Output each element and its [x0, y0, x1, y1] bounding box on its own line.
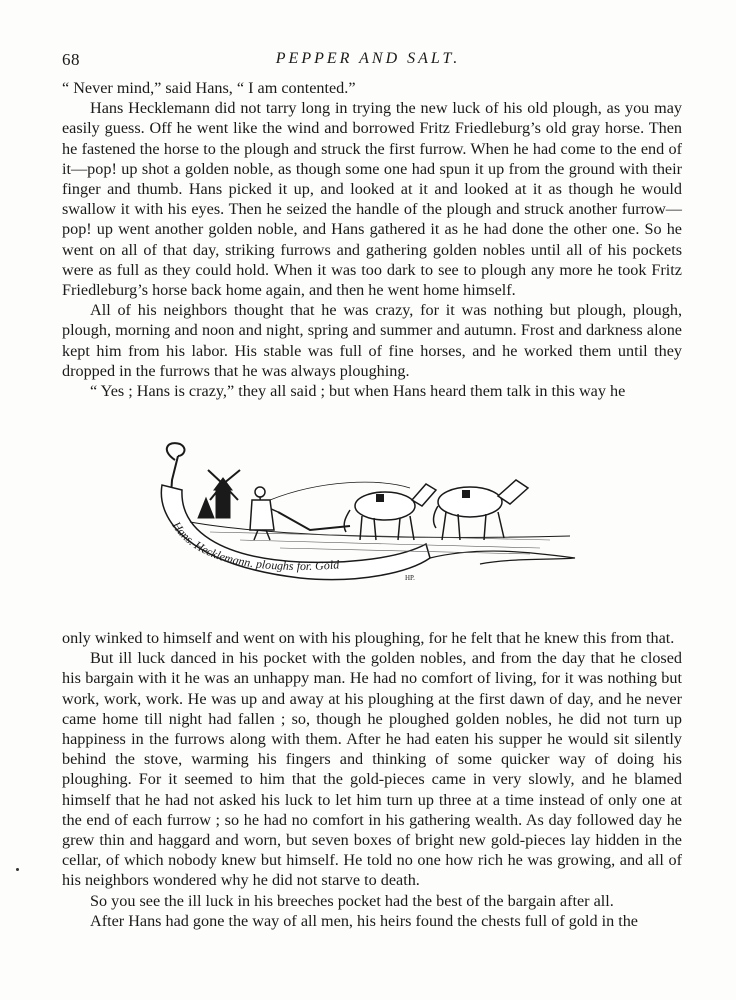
running-head: PEPPER AND SALT.: [275, 50, 461, 67]
ploughing-illustration: [150, 440, 600, 590]
artist-monogram: HP.: [405, 574, 415, 582]
paragraph: “ Yes ; Hans is crazy,” they all said ; but when Hans heard them talk in this way he: [90, 382, 626, 401]
paragraph: Hans Hecklemann did not tarry long in trying the new luck of his old plough, as you may easily guess. Off he went like the wind and borrowed Fritz Friedleburg’s old gray horse. Then he fastened the horse to the plough and struck the first furrow. When he had come to the end of it—pop! up shot a golden noble, as though some one had spun it up from the ground with their finger and thumb. Hans picked it up, and looked at it and looked at it as though he would swallow it with his eyes. Then he seized the handle of the plough and struck another furrow—pop! up went another golden noble, and Hans gathered it as he had done the other one. So he went on all of that day, striking furrows and gathering golden nobles until all of his pockets were as full as they could hold. When it was too dark to see to plough any more he took Fritz Friedleburg’s horse back home again, and then he went home himself.: [62, 99, 682, 300]
text-block-bottom: [62, 628, 682, 931]
text-block-top: [62, 78, 682, 401]
paragraph: So you see the ill luck in his breeches pocket had the best of the bargain after all.: [90, 891, 614, 910]
paragraph: All of his neighbors thought that he was crazy, for it was nothing but plough, plough, plough, morning and noon and night, spring and summer and autumn. Frost and darkness alone kept him from his labor. His stable was full of fine horses, and he worked them until they dropped in the furrows that he was always ploughing.: [62, 301, 682, 380]
paragraph: only winked to himself and went on with his ploughing, for he felt that he knew this from that.: [62, 629, 675, 647]
paragraph: But ill luck danced in his pocket with the golden nobles, and from the day that he closed his bargain with it he was an unhappy man. He had no comfort of living, for it was nothing but work, work, work. He was up and away at his ploughing at the first dawn of day, and he never came home till night had fallen ; so, though he ploughed golden nobles, he did not turn up happiness in the furrows along with them. After he had eaten his supper he would sit silently behind the stove, warming his fingers and thinking of some quicker way of doing his ploughing. For it seemed to him that the gold-pieces came in very slowly, and he blamed himself that he had not asked his luck to let him turn up three at a time instead of only one at the end of each furrow ; so he had no comfort in his gathering wealth. As day followed day he grew thin and haggard and worn, but seven boxes of bright new gold-pieces lay hidden in the cellar, of which nobody knew but himself. He told no one how rich he was growing, and all of his neighbors wondered why he did not starve to death.: [62, 649, 682, 890]
banner-caption: Hans. Hecklemann. ploughs for. Gold: [169, 518, 340, 574]
paragraph: After Hans had gone the way of all men, his heirs found the chests full of gold in the: [90, 911, 638, 930]
ink-speck: [16, 868, 19, 871]
paragraph: “ Never mind,” said Hans, “ I am contented.”: [62, 79, 356, 97]
page-number: 68: [62, 50, 80, 69]
